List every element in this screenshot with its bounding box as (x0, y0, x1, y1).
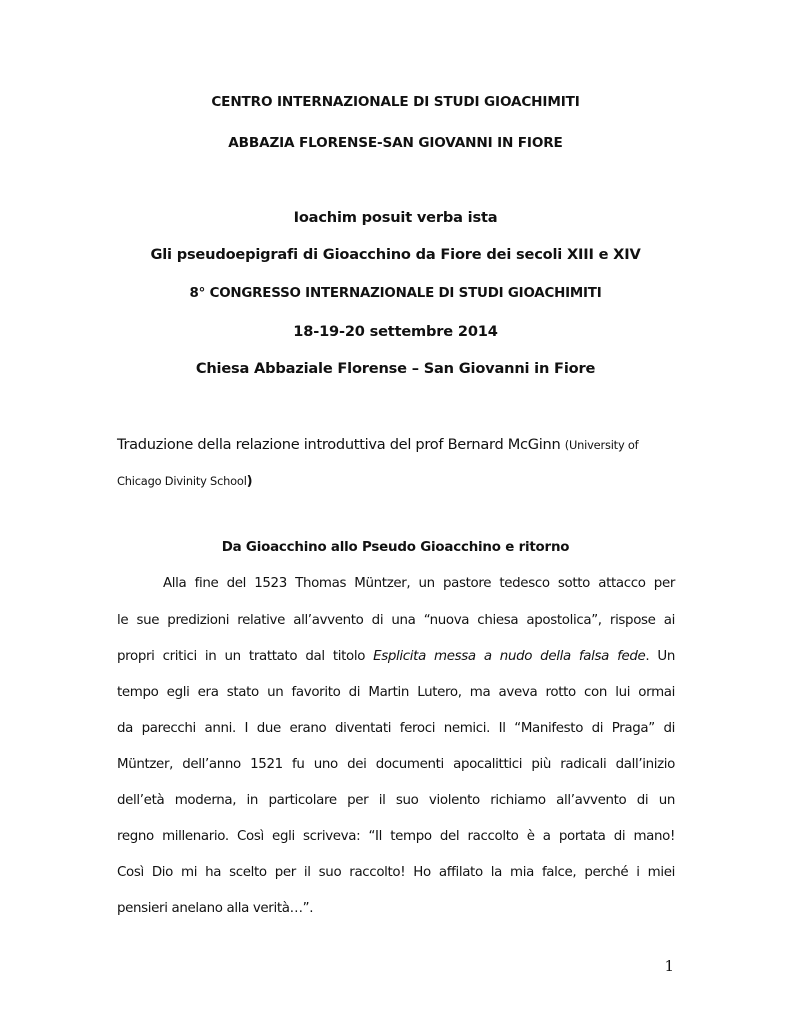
section-heading: Da Gioacchino allo Pseudo Gioacchino e ritorno (221, 540, 570, 555)
body-line-1: Alla fine del 1523 Thomas Müntzer, un pastore tedesco sotto attacco per (163, 576, 675, 591)
body-line-3-pre: propri critici in un trattato dal titolo (117, 649, 374, 664)
translation-line-2 (117, 472, 677, 491)
translation-close-paren: ) (246, 474, 253, 489)
translation-affiliation-open: (University of (564, 438, 639, 452)
body-line-3-post: . Un (645, 649, 675, 664)
header-institute: CENTRO INTERNAZIONALE DI STUDI GIOACHIMITI (211, 94, 580, 110)
congress-title: Ioachim posuit verba ista (293, 209, 498, 226)
header-abbey: ABBAZIA FLORENSE-SAN GIOVANNI IN FIORE (228, 135, 563, 151)
congress-subtitle: Gli pseudoepigrafi di Gioacchino da Fiore dei secoli XIII e XIV (150, 246, 641, 263)
congress-dates: 18-19-20 settembre 2014 (293, 323, 498, 340)
body-line-6: Müntzer, dell’anno 1521 fu uno dei documenti apocalittici più radicali dall’inizio (117, 757, 675, 772)
body-line-9: Così Dio mi ha scelto per il suo raccolto! Ho affilato la mia falce, perché i miei (117, 865, 675, 880)
body-line-8: regno millenario. Così egli scriveva: “Il tempo del raccolto è a portata di mano! (117, 829, 675, 844)
body-line-3 (117, 648, 675, 666)
body-line-10: pensieri anelano alla verità…”. (117, 901, 314, 916)
page-number: 1 (664, 957, 674, 975)
translation-line-1 (117, 436, 677, 454)
translation-affiliation-close: Chicago Divinity School (117, 474, 247, 488)
translation-main: Traduzione della relazione introduttiva del prof Bernard McGinn (117, 436, 565, 453)
congress-venue: Chiesa Abbaziale Florense – San Giovanni in Fiore (195, 360, 596, 377)
body-line-2: le sue predizioni relative all’avvento di una “nuova chiesa apostolica”, rispose ai (117, 613, 675, 628)
body-line-4: tempo egli era stato un favorito di Martin Lutero, ma aveva rotto con lui ormai (117, 685, 675, 700)
body-line-7: dell’età moderna, in particolare per il suo violento richiamo all’avvento di un (117, 793, 675, 808)
body-line-5: da parecchi anni. I due erano diventati feroci nemici. Il “Manifesto di Praga” di (117, 721, 675, 736)
congress-edition: 8° CONGRESSO INTERNAZIONALE DI STUDI GIOACHIMITI (189, 286, 602, 301)
treatise-title: Esplicita messa a nudo della falsa fede (373, 649, 646, 664)
